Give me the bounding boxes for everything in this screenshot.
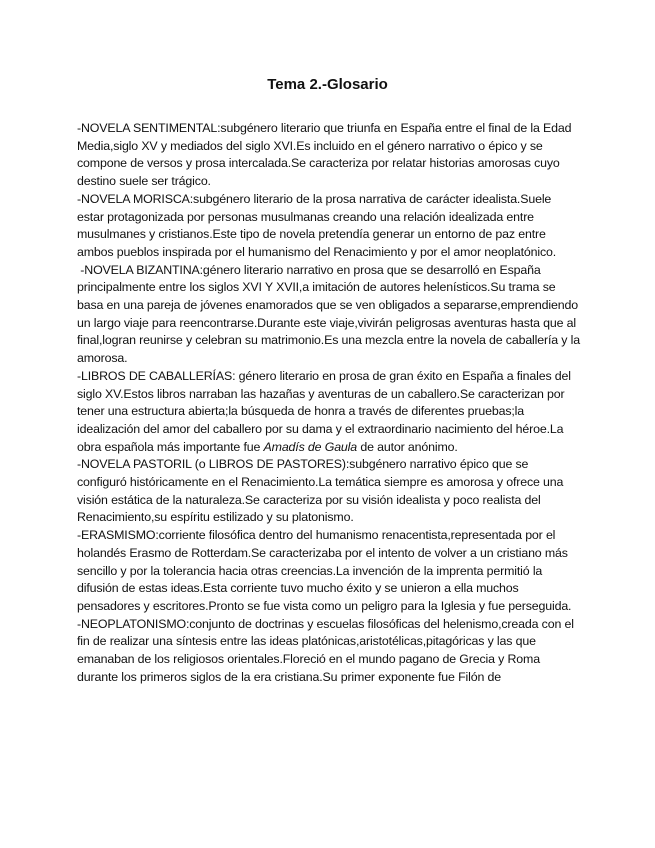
entry-text-after: de autor anónimo. [357,439,458,454]
glossary-entry-novela-pastoril: -NOVELA PASTORIL (o LIBROS DE PASTORES):subgénero narrativo épico que se configuró históricamente en el Renacimiento.La temática siempre es amorosa y ofrece una visión estática de la naturaleza.Se caracteriza por su visión idealista y poco realista del Renacimiento,su espíritu estilizado y su platonismo. [77,457,564,525]
glossary-entry-erasmismo: -ERASMISMO:corriente filosófica dentro del humanismo renacentista,representada por el holandés Erasmo de Rotterdam.Se caracterizaba por el intento de volver a un cristiano más sencillo y por la tolerancia hacia otras creencias.La invención de la imprenta permitió la difusión de estas ideas.Esta corriente tuvo mucho éxito y se unieron a ella muchos pensadores y escritores.Pronto se fue vista como un peligro para la Iglesia y fue perseguida. [77,528,572,613]
glossary-entry-neoplatonismo: -NEOPLATONISMO:conjunto de doctrinas y escuelas filosóficas del helenismo,creada con el fin de realizar una síntesis entre las ideas platónicas,aristotélicas,pitagóricas y las que emanaban de los religiosos orientales.Floreció en el mundo pagano de Grecia y Roma durante los primeros siglos de la era cristiana.Su primer exponente fue Filón de [77,616,574,684]
glossary-entry-novela-morisca: -NOVELA MORISCA:subgénero literario de la prosa narrativa de carácter idealista.Suele estar protagonizada por personas musulmanas creando una relación idealizada entre musulmanes y cristianos.Este tipo de novela pretendía generar un entorno de paz entre ambos pueblos inspirada por el humanismo del Renacimiento y por el amor neoplatónico. [77,191,557,259]
book-title-italic: Amadís de Gaula [263,439,358,454]
glossary-body [77,120,584,687]
glossary-entry-novela-bizantina: -NOVELA BIZANTINA:género literario narrativo en prosa que se desarrolló en España principalmente entre los siglos XVI Y XVII,a imitación de autores helenísticos.Su trama se basa en una pareja de jóvenes enamorados que se ven obligados a separarse,emprendiendo un largo viaje para reencontrarse.Durante este viaje,vivirán peligrosas aventuras hasta que al final,logran reunirse y celebran su matrimonio.Es una mezcla entre la novela de caballería y la amorosa. [77,262,584,366]
entry-text: -LIBROS DE CABALLERÍAS: género literario en prosa de gran éxito en España a finales del siglo XV.Estos libros narraban las hazañas y aventuras de un caballero.Se caracterizan por tener una estructura abierta;la búsqueda de honra a través de diferentes pruebas;la idealización del amor del caballero por su dama y el extraordinario nacimiento del héroe.La obra española más importante fue [77,368,575,454]
glossary-entry-novela-sentimental: -NOVELA SENTIMENTAL:subgénero literario que triunfa en España entre el final de la Edad Media,siglo XV y mediados del siglo XVI.Es incluido en el género narrativo o épico y se compone de versos y prosa intercalada.Se caracteriza por relatar historias amorosas cuyo destino suele ser trágico. [77,121,572,189]
document-title: Tema 2.-Glosario [267,76,388,93]
glossary-entry-libros-de-caballerias [77,368,581,457]
